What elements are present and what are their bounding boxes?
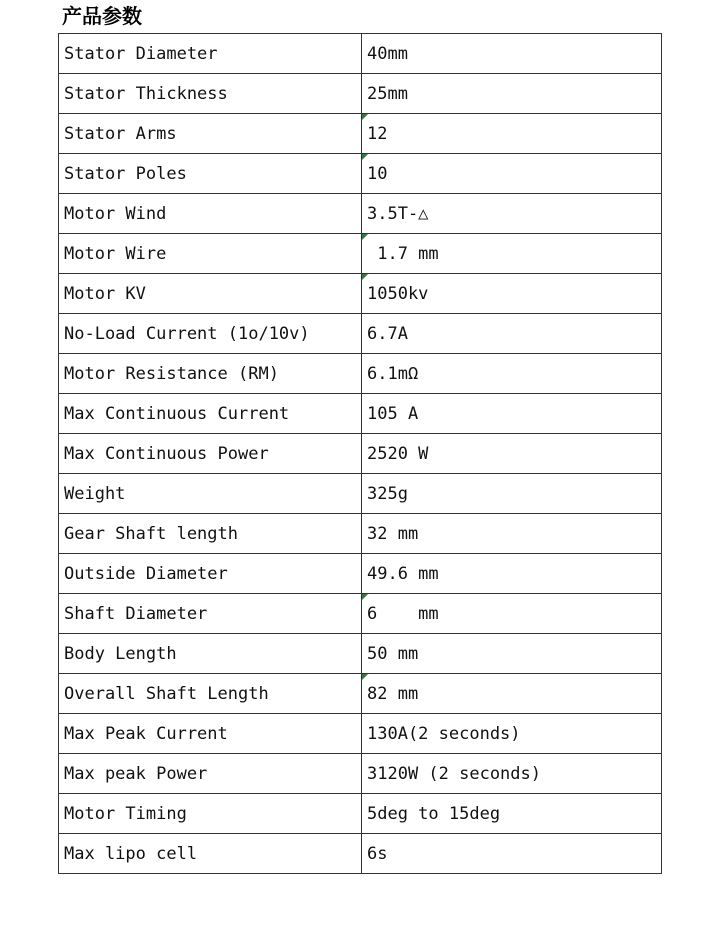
spec-name-cell: Max peak Power: [59, 754, 362, 794]
spec-name-cell: Motor Wire: [59, 234, 362, 274]
table-row: [59, 154, 662, 194]
spec-name-cell: Motor Wind: [59, 194, 362, 234]
spec-value-cell: 105 A: [362, 394, 662, 434]
table-row: [59, 634, 662, 674]
table-row: [59, 714, 662, 754]
spec-name-cell: Body Length: [59, 634, 362, 674]
page-title: 产品参数: [62, 4, 142, 28]
table-row: [59, 354, 662, 394]
spec-value-cell: 49.6 mm: [362, 554, 662, 594]
spec-value-cell: 130A(2 seconds): [362, 714, 662, 754]
table-row: [59, 234, 662, 274]
spec-value-cell: 6.1mΩ: [362, 354, 662, 394]
spec-value-cell: 1.7 mm: [362, 234, 662, 274]
spec-value-cell: 82 mm: [362, 674, 662, 714]
table-row: [59, 194, 662, 234]
table-row: [59, 834, 662, 874]
table-row: [59, 674, 662, 714]
spec-value-cell: 3120W (2 seconds): [362, 754, 662, 794]
spec-value-cell: 5deg to 15deg: [362, 794, 662, 834]
spec-name-cell: Max Continuous Power: [59, 434, 362, 474]
spec-name-cell: Max lipo cell: [59, 834, 362, 874]
table-row: [59, 34, 662, 74]
spec-value-cell: 32 mm: [362, 514, 662, 554]
spec-name-cell: Max Continuous Current: [59, 394, 362, 434]
spec-value-cell: 50 mm: [362, 634, 662, 674]
table-row: [59, 314, 662, 354]
spec-value-cell: 10: [362, 154, 662, 194]
spec-name-cell: Outside Diameter: [59, 554, 362, 594]
spec-name-cell: Stator Diameter: [59, 34, 362, 74]
spec-value-cell: 12: [362, 114, 662, 154]
spec-name-cell: Shaft Diameter: [59, 594, 362, 634]
spec-value-cell: 3.5T-△: [362, 194, 662, 234]
spec-value-cell: 25mm: [362, 74, 662, 114]
spec-name-cell: Gear Shaft length: [59, 514, 362, 554]
table-row: [59, 274, 662, 314]
spec-name-cell: Stator Thickness: [59, 74, 362, 114]
spec-value-cell: 40mm: [362, 34, 662, 74]
table-row: [59, 794, 662, 834]
table-row: [59, 514, 662, 554]
table-row: [59, 594, 662, 634]
spec-value-cell: 325g: [362, 474, 662, 514]
table-row: [59, 74, 662, 114]
spec-name-cell: Motor KV: [59, 274, 362, 314]
table-row: [59, 394, 662, 434]
spec-name-cell: No-Load Current (1o/10v): [59, 314, 362, 354]
spec-value-cell: 2520 W: [362, 434, 662, 474]
spec-value-cell: 6 mm: [362, 594, 662, 634]
table-row: [59, 114, 662, 154]
spec-name-cell: Motor Timing: [59, 794, 362, 834]
table-row: [59, 554, 662, 594]
spec-name-cell: Stator Arms: [59, 114, 362, 154]
spec-value-cell: 6.7A: [362, 314, 662, 354]
spec-name-cell: Stator Poles: [59, 154, 362, 194]
spec-value-cell: 1050kv: [362, 274, 662, 314]
spec-value-cell: 6s: [362, 834, 662, 874]
spec-name-cell: Weight: [59, 474, 362, 514]
spec-name-cell: Overall Shaft Length: [59, 674, 362, 714]
spec-table: [58, 33, 662, 874]
spec-name-cell: Max Peak Current: [59, 714, 362, 754]
table-row: [59, 474, 662, 514]
table-row: [59, 754, 662, 794]
spec-name-cell: Motor Resistance (RM): [59, 354, 362, 394]
table-row: [59, 434, 662, 474]
spec-table-body: [59, 34, 662, 874]
